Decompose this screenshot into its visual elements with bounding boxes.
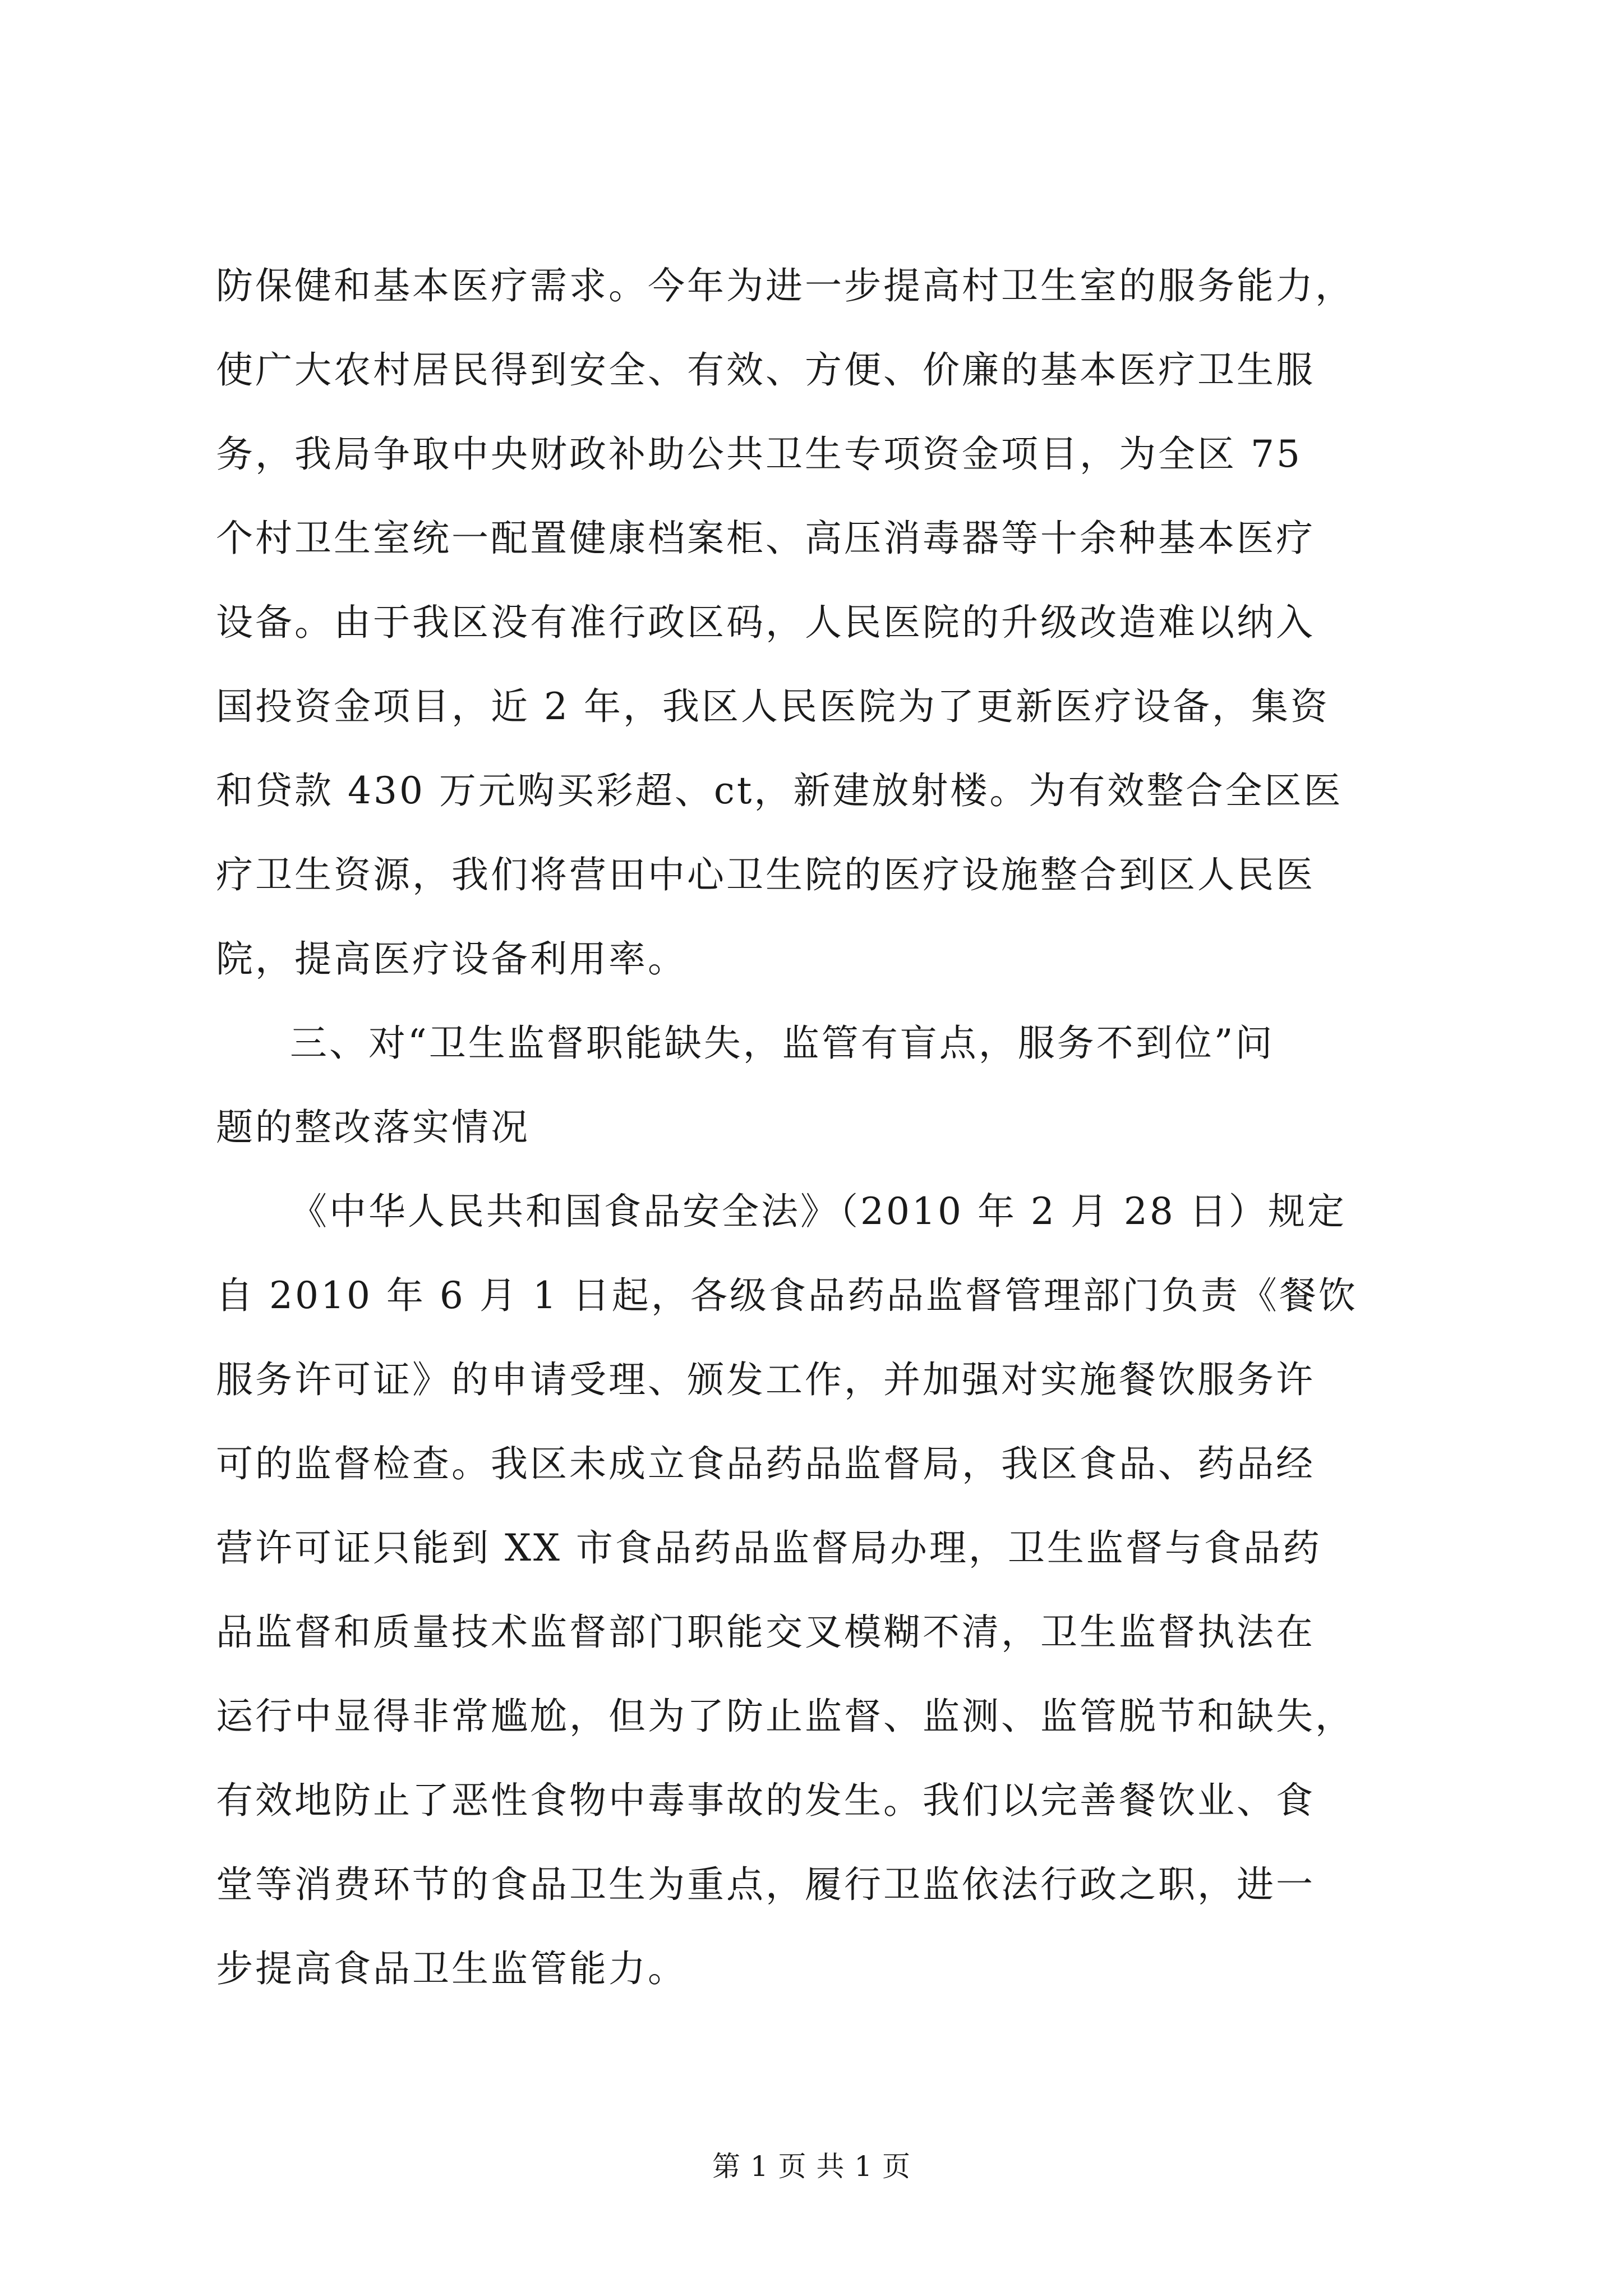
body-text-line: 个村卫生室统一配置健康档案柜、高压消毒器等十余种基本医疗 <box>216 517 1315 560</box>
body-text-line: 务，我局争取中央财政补助公共卫生专项资金项目，为全区 75 <box>216 432 1302 476</box>
body-text-line: 和贷款 430 万元购买彩超、ct，新建放射楼。为有效整合全区医 <box>216 769 1343 812</box>
body-text-line: 自 2010 年 6 月 1 日起，各级食品药品监督管理部门负责《餐饮 <box>216 1274 1358 1317</box>
body-text-line: 可的监督检查。我区未成立食品药品监督局，我区食品、药品经 <box>216 1442 1315 1485</box>
body-text-line: 服务许可证》的申请受理、颁发工作，并加强对实施餐饮服务许 <box>216 1358 1315 1401</box>
body-text-line: 步提高食品卫生监管能力。 <box>216 1947 687 1990</box>
body-text-line: 有效地防止了恶性食物中毒事故的发生。我们以完善餐饮业、食 <box>216 1779 1315 1822</box>
body-text-line: 堂等消费环节的食品卫生为重点，履行卫监依法行政之职，进一 <box>216 1863 1315 1906</box>
body-text-line: 国投资金项目，近 2 年，我区人民医院为了更新医疗设备，集资 <box>216 685 1330 728</box>
body-text-line: 防保健和基本医疗需求。今年为进一步提高村卫生室的服务能力， <box>216 264 1354 307</box>
page-number-footer: 第 1 页 共 1 页 <box>712 2150 911 2183</box>
section-heading-line: 三、对“卫生监督职能缺失，监管有盲点，服务不到位”问 <box>290 1022 1275 1065</box>
body-text-line: 运行中显得非常尴尬，但为了防止监督、监测、监管脱节和缺失， <box>216 1695 1354 1738</box>
body-text-line: 设备。由于我区没有准行政区码，人民医院的升级改造难以纳入 <box>216 601 1315 644</box>
body-text-line: 《中华人民共和国食品安全法》（2010 年 2 月 28 日）规定 <box>290 1190 1347 1233</box>
body-text-line: 使广大农村居民得到安全、有效、方便、价廉的基本医疗卫生服 <box>216 348 1315 392</box>
body-text-line: 疗卫生资源，我们将营田中心卫生院的医疗设施整合到区人民医 <box>216 853 1315 896</box>
body-text-line: 营许可证只能到 XX 市食品药品监督局办理，卫生监督与食品药 <box>216 1526 1322 1570</box>
section-heading-line: 题的整改落实情况 <box>216 1106 530 1149</box>
body-text-line: 品监督和质量技术监督部门职能交叉模糊不清，卫生监督执法在 <box>216 1611 1315 1654</box>
body-text-line: 院，提高医疗设备利用率。 <box>216 937 687 981</box>
